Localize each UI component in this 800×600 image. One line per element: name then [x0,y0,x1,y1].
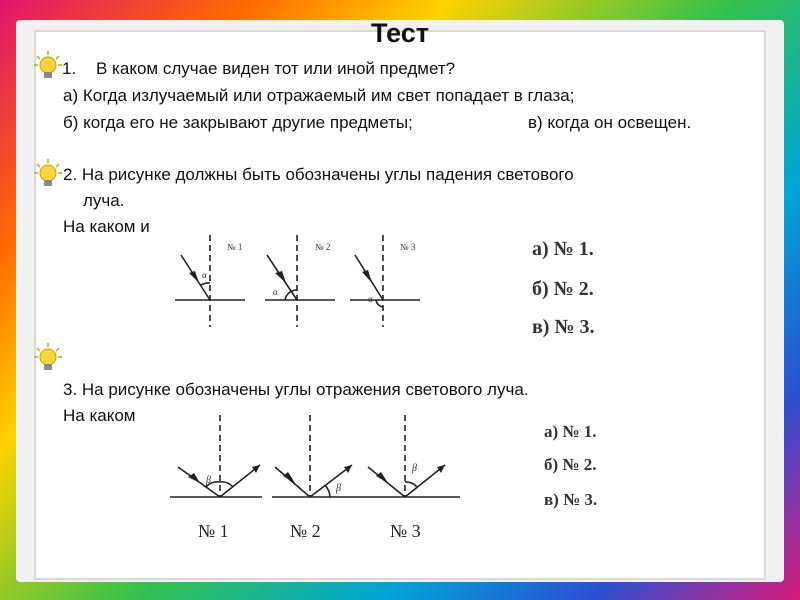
q2-answer-a[interactable]: а) № 1. [532,238,594,260]
fig2-label-3: № 3 [400,242,416,252]
q3-answer-c[interactable]: в) № 3. [544,490,598,509]
q1-number: 1. [62,59,77,78]
fig2-angle-2: α [273,287,278,297]
q3-line1: 3. На рисунке обозначены углы отражения светового луча. [63,380,529,399]
q1-option-b: б) когда его не закрывают другие предметы; [63,113,413,132]
fig2-label-2: № 2 [315,242,331,252]
slide-title: Тест [370,18,430,48]
q3-answer-b[interactable]: б) № 2. [544,455,597,474]
lightbulb-icon [33,158,63,190]
q2-line3: На каком и [63,217,150,236]
fig3-label-3: № 3 [390,521,421,541]
q2-answer-c[interactable]: в) № 3. [532,316,595,338]
q1-option-c: в) когда он освещен. [528,113,692,132]
fig3-angle-3: β [412,463,417,474]
reflection-angle-diagram [160,405,460,550]
q2-line1: 2. На рисунке должны быть обозначены углы падения светового [63,165,574,184]
incidence-angle-diagram [165,215,455,335]
fig3-angle-1: β [206,475,211,486]
fig2-label-1: № 1 [227,242,243,252]
q2-line2: луча. [83,191,125,210]
q3-line2: На каком [63,406,136,425]
lightbulb-icon [33,50,63,82]
fig3-label-2: № 2 [290,521,321,541]
q2-answer-b[interactable]: б) № 2. [532,278,594,300]
q1-option-a: а) Когда излучаемый или отражаемый им свет попадает в глаза; [63,86,575,105]
q3-answer-a[interactable]: а) № 1. [544,422,597,441]
lightbulb-icon [33,342,63,374]
fig2-angle-3: α [368,294,373,304]
fig3-angle-2: β [336,483,341,494]
q1-question: В каком случае виден тот или иной предмет? [96,59,456,78]
fig3-label-1: № 1 [198,521,229,541]
fig2-angle-1: α [202,270,207,280]
